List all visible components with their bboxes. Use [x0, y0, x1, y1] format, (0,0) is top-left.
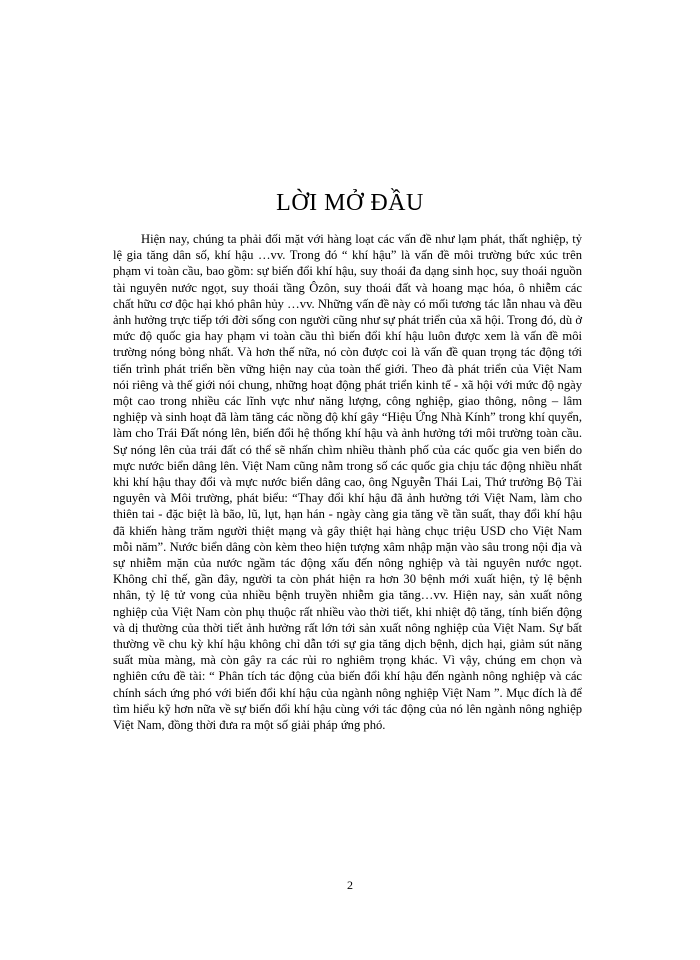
page-number: 2 — [347, 878, 353, 892]
body-paragraph: Hiện nay, chúng ta phải đối mặt với hàng loạt các vấn đề như lạm phát, thất nghiệp, tỷ lệ gia tăng dân số, khí hậu …vv. Trong đó “ khí hậu” là vấn đề môi trường bức xúc trên phạm vi toàn cầu, bao gồm: sự biến đổi khí hậu, suy thoái đa dạng sinh học, suy thoái nguồn tài nguyên nước ngọt, suy thoái tầng Ôzôn, suy thoái đất và hoang mạc hóa, ô nhiễm các chất hữu cơ độc hại khó phân hủy …vv. Những vấn đề này có mối tương tác lẫn nhau và đều ảnh hưởng trực tiếp tới đời sống con người cũng như sự phát triển của xã hội. Trong đó, dù ở mức độ quốc gia hay phạm vi toàn cầu thì biến đổi khí hậu luôn được xem là vấn đề môi trường nóng bỏng nhất. Và hơn thế nữa, nó còn được coi là vấn đề quan trọng tác động tới tiến trình phát triển bền vững hiện nay của toàn thế giới. Theo đà phát triển của Việt Nam nói riêng và thế giới nói chung, những hoạt động phát triển kinh tế - xã hội với mức độ ngày một cao trong nhiều các lĩnh vực như năng lượng, công nghiệp, giao thông, nông – lâm nghiệp và sinh hoạt đã làm tăng các nồng độ khí gây “Hiệu Ứng Nhà Kính” trong khí quyển, làm cho Trái Đất nóng lên, biến đổi hệ thống khí hậu và ảnh hưởng tới môi trường toàn cầu. Sự nóng lên của trái đất có thể sẽ nhấn chìm nhiều thành phố của các quốc gia ven biển do mực nước biển dâng lên. Việt Nam cũng nằm trong số các quốc gia chịu tác động nhiều nhất khi khí hậu thay đổi và mực nước biển dâng cao, ông Nguyễn Thái Lai, Thứ trưởng Bộ Tài nguyên và Môi trường, phát biểu: “Thay đổi khí hậu đã ảnh hưởng tới Việt Nam, làm cho thiên tai - đặc biệt là bão, lũ, lụt, hạn hán - ngày càng gia tăng về tần suất, thay đổi khí hậu đã khiến hàng trăm người thiệt mạng và gây thiệt hại hàng chục triệu USD cho Việt Nam mỗi năm”. Nước biển dâng còn kèm theo hiện tượng xâm nhập mặn vào sâu trong nội địa và sự nhiễm mặn của nước ngầm tác động xấu đến nông nghiệp và tài nguyên nước ngọt. Không chỉ thế, gần đây, người ta còn phát hiện ra hơn 30 bệnh mới xuất hiện, tỷ lệ bệnh nhân, tỷ lệ tử vong của nhiều bệnh truyền nhiễm gia tăng…vv. Hiện nay, sản xuất nông nghiệp của Việt Nam còn phụ thuộc rất nhiều vào thời tiết, khi nhiệt độ tăng, tính biến động và dị thường của thời tiết ảnh hưởng rất lớn tới sản xuất nông nghiệp của Việt Nam. Sự bất thường về chu kỳ khí hậu không chỉ dẫn tới sự gia tăng dịch bệnh, dịch hại, giảm sút năng suất mùa màng, mà còn gây ra các rủi ro nghiêm trọng khác. Vì vậy, chúng em chọn và nghiên cứu đề tài: “ Phân tích tác động của biến đổi khí hậu đến ngành nông nghiệp và các chính sách ứng phó với biến đổi khí hậu của ngành nông nghiệp Việt Nam ”. Mục đích là để tìm hiểu kỹ hơn nữa về sự biến đổi khí hậu cùng với tác động của nó lên ngành nông nghiệp Việt Nam, đồng thời đưa ra một số giải pháp ứng phó. — [113, 232, 582, 733]
page-title: LỜI MỞ ĐẦU — [276, 190, 424, 216]
